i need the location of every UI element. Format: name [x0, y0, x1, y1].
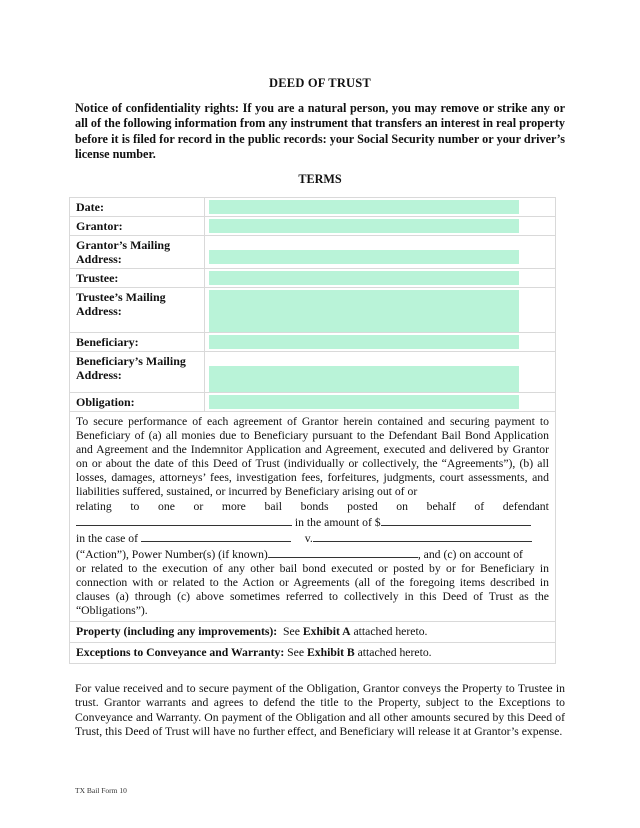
grantor-input[interactable]: [209, 219, 519, 233]
trustee-mailing-input[interactable]: [209, 290, 519, 332]
property-exhibit: Exhibit A: [302, 625, 351, 639]
row-grantor: [70, 217, 556, 236]
confidentiality-notice: Notice of confidentiality rights: If you are a natural person, you may remove or strike any or all of the following information from any instrument that transfers an interest in real property before it is filed for record in the public records: your Social Security number or your driver’s license number.: [75, 101, 565, 161]
word: bonds: [300, 499, 329, 513]
grantor-mailing-label-line1: Grantor’s Mailing: [76, 238, 171, 252]
defendant-amount-line: [76, 514, 549, 530]
trustee-mailing-label-line1: Trustee’s Mailing: [76, 290, 166, 304]
property-see: See: [283, 625, 300, 639]
property-cell: [70, 622, 556, 643]
word: bail: [264, 499, 283, 513]
case-line: [76, 530, 549, 546]
obligation-text: [70, 412, 556, 622]
clause-c-text: , and (c) on account of: [417, 547, 523, 561]
trustee-input[interactable]: [209, 271, 519, 285]
trustee-mailing-label: [70, 288, 205, 333]
obligation-label: Obligation:: [70, 393, 205, 412]
word: on: [396, 499, 408, 513]
word: behalf: [426, 499, 456, 513]
exceptions-cell: [70, 643, 556, 664]
exceptions-see: See: [287, 646, 305, 660]
row-beneficiary: [70, 333, 556, 352]
row-trustee: [70, 269, 556, 288]
beneficiary-mailing-label: [70, 352, 205, 393]
trustee-label: Trustee:: [70, 269, 205, 288]
date-input[interactable]: [209, 200, 519, 214]
row-grantor-mailing: [70, 236, 556, 269]
terms-table: [69, 197, 556, 664]
row-property: [70, 622, 556, 643]
beneficiary-mailing-label-line2: Address:: [76, 368, 122, 382]
case-plaintiff-blank[interactable]: [141, 530, 291, 542]
amount-text: in the amount of $: [294, 515, 381, 529]
word: or: [193, 499, 204, 513]
obligation-paragraph-1: To secure performance of each agreement of Grantor herein contained and securing payment to Beneficiary of (a) all monies due to Beneficiary pursuant to the Defendant Bail Bond Application and Agreement and the Indemnitor Application and Agreement, executed and delivered by Grantor on or about the date of this Deed of Trust (individually or collectively, the “Agreements”), (b) all losses, damages, attorneys’ fees, investigation fees, forfeitures, judgments, court assessments, and liabilities suffered, sustained, or incurred by Beneficiary arising out of or: [76, 415, 549, 499]
row-exceptions: [70, 643, 556, 664]
word: more: [221, 499, 246, 513]
row-date: [70, 198, 556, 217]
date-label: Date:: [70, 198, 205, 217]
grantor-mailing-label-line2: Address:: [76, 252, 122, 266]
word: to: [130, 499, 140, 513]
document-title: DEED OF TRUST: [269, 76, 371, 90]
case-defendant-blank[interactable]: [313, 530, 532, 542]
obligation-paragraph-2: or related to the execution of any other bail bond executed or posted by or for Beneficiary in connection with or related to the Action or Agreements (all of the foregoing items described in clauses (a) through (c) above sometimes referred to collectively in this Deed of Trust as the “Obligations”).: [76, 561, 549, 618]
beneficiary-label: Beneficiary:: [70, 333, 205, 352]
row-obligation-text: [70, 412, 556, 622]
word: relating: [76, 499, 112, 513]
row-trustee-mailing: [70, 288, 556, 333]
grantor-label: Grantor:: [70, 217, 205, 236]
beneficiary-input[interactable]: [209, 335, 519, 349]
exceptions-label: Exceptions to Conveyance and Warranty:: [76, 646, 285, 660]
versus-text: v.: [304, 531, 313, 545]
word: one: [158, 499, 175, 513]
obligation-input[interactable]: [209, 395, 519, 409]
action-line: [76, 546, 549, 562]
amount-blank[interactable]: [381, 514, 531, 526]
exceptions-rest: attached hereto.: [357, 646, 432, 660]
property-rest: attached hereto.: [353, 625, 428, 639]
relating-line: [76, 500, 549, 514]
terms-heading: TERMS: [298, 172, 342, 186]
action-text: (“Action”), Power Number(s) (if known): [76, 547, 268, 561]
word: of: [474, 499, 485, 513]
exceptions-exhibit: Exhibit B: [306, 646, 355, 660]
row-beneficiary-mailing: [70, 352, 556, 393]
word: defendant: [502, 499, 549, 513]
word: posted: [347, 499, 378, 513]
closing-paragraph: For value received and to secure payment of the Obligation, Grantor conveys the Property to Trustee in trust. Grantor warrants and agrees to defend the title to the Property, subject to the Exceptions to Conveyance and Warranty. On payment of the Obligation and all other amounts secured by this Deed of Trust, this Deed of Trust will have no further effect, and Beneficiary will release it at Grantor’s expense.: [75, 682, 565, 738]
property-label: Property (including any improvements):: [76, 625, 278, 639]
beneficiary-mailing-input[interactable]: [209, 366, 519, 392]
grantor-mailing-input[interactable]: [209, 250, 519, 264]
grantor-mailing-label: [70, 236, 205, 269]
row-obligation: [70, 393, 556, 412]
footer-form-id: TX Bail Form 10: [75, 786, 127, 795]
defendant-name-blank[interactable]: [76, 514, 292, 526]
power-number-blank[interactable]: [268, 546, 418, 558]
trustee-mailing-label-line2: Address:: [76, 304, 122, 318]
beneficiary-mailing-label-line1: Beneficiary’s Mailing: [76, 354, 186, 368]
case-text: in the case of: [76, 531, 138, 545]
